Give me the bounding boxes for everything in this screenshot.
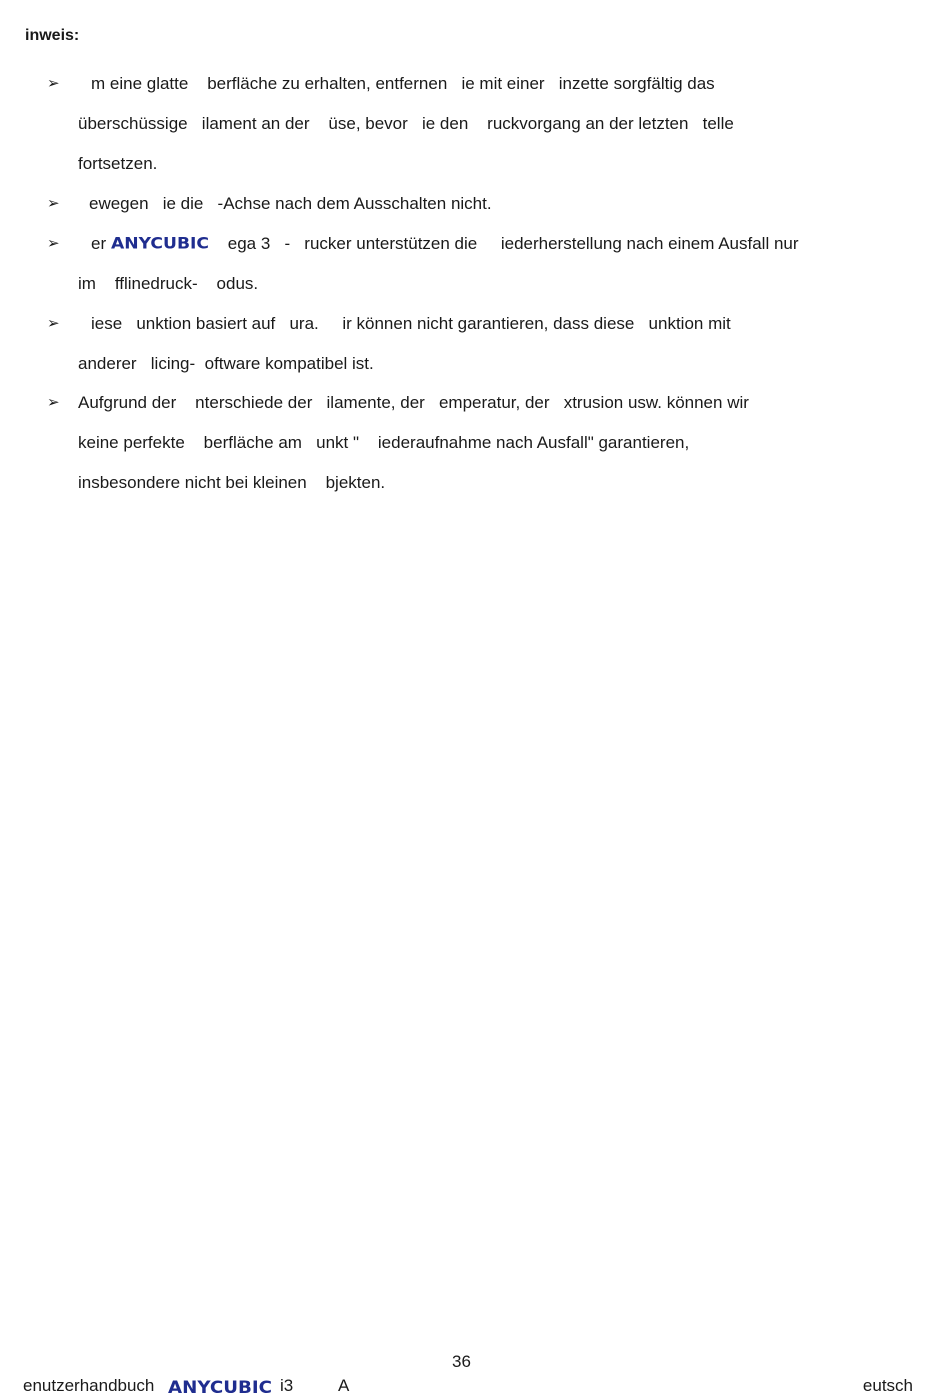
footer-variant: A [338, 1376, 350, 1395]
footer-anycubic-logo [168, 1378, 272, 1396]
bullet-icon: ➢ [47, 75, 60, 92]
note-item-3-line-2: im fflinedruck- odus. [78, 274, 259, 293]
bullet-icon: ➢ [47, 195, 60, 212]
bullet-icon: ➢ [47, 394, 60, 411]
note-item-5-line-3: insbesondere nicht bei kleinen bjekten. [78, 473, 386, 492]
footer-manual-title: enutzerhandbuch [23, 1376, 155, 1395]
note-item-1-line-3: fortsetzen. [78, 154, 158, 173]
note-item-3-line-1 [91, 232, 799, 256]
note-item-4-line-2: anderer licing- oftware kompatibel ist. [78, 354, 374, 373]
footer-model: i3 [280, 1376, 294, 1395]
bullet-icon: ➢ [47, 315, 60, 332]
anycubic-logo [111, 234, 209, 252]
footer-language: eutsch [862, 1376, 913, 1395]
note-item-5-line-1: Aufgrund der nterschiede der ilamente, der emperatur, der xtrusion usw. können wir [78, 393, 749, 412]
note-item-3-text-after-logo: ega 3 - rucker unterstützen die iederherstellung nach einem Ausfall nur [227, 234, 799, 253]
note-item-3-text-before-logo: er [91, 234, 107, 253]
note-item-1-line-2: überschüssige ilament an der üse, bevor ie den ruckvorgang an der letzten telle [78, 114, 734, 133]
bullet-icon: ➢ [47, 235, 60, 252]
page-number: 36 [452, 1352, 471, 1371]
note-heading: inweis: [25, 27, 80, 44]
note-item-4-line-1: iese unktion basiert auf ura. ir können nicht garantieren, dass diese unktion mit [91, 314, 731, 333]
note-item-2-line-1: ewegen ie die -Achse nach dem Ausschalten nicht. [89, 194, 492, 213]
note-item-5-line-2: keine perfekte berfläche am unkt " iederaufnahme nach Ausfall" garantieren, [78, 433, 690, 452]
note-item-1-line-1: m eine glatte berfläche zu erhalten, entfernen ie mit einer inzette sorgfältig das [91, 74, 715, 93]
